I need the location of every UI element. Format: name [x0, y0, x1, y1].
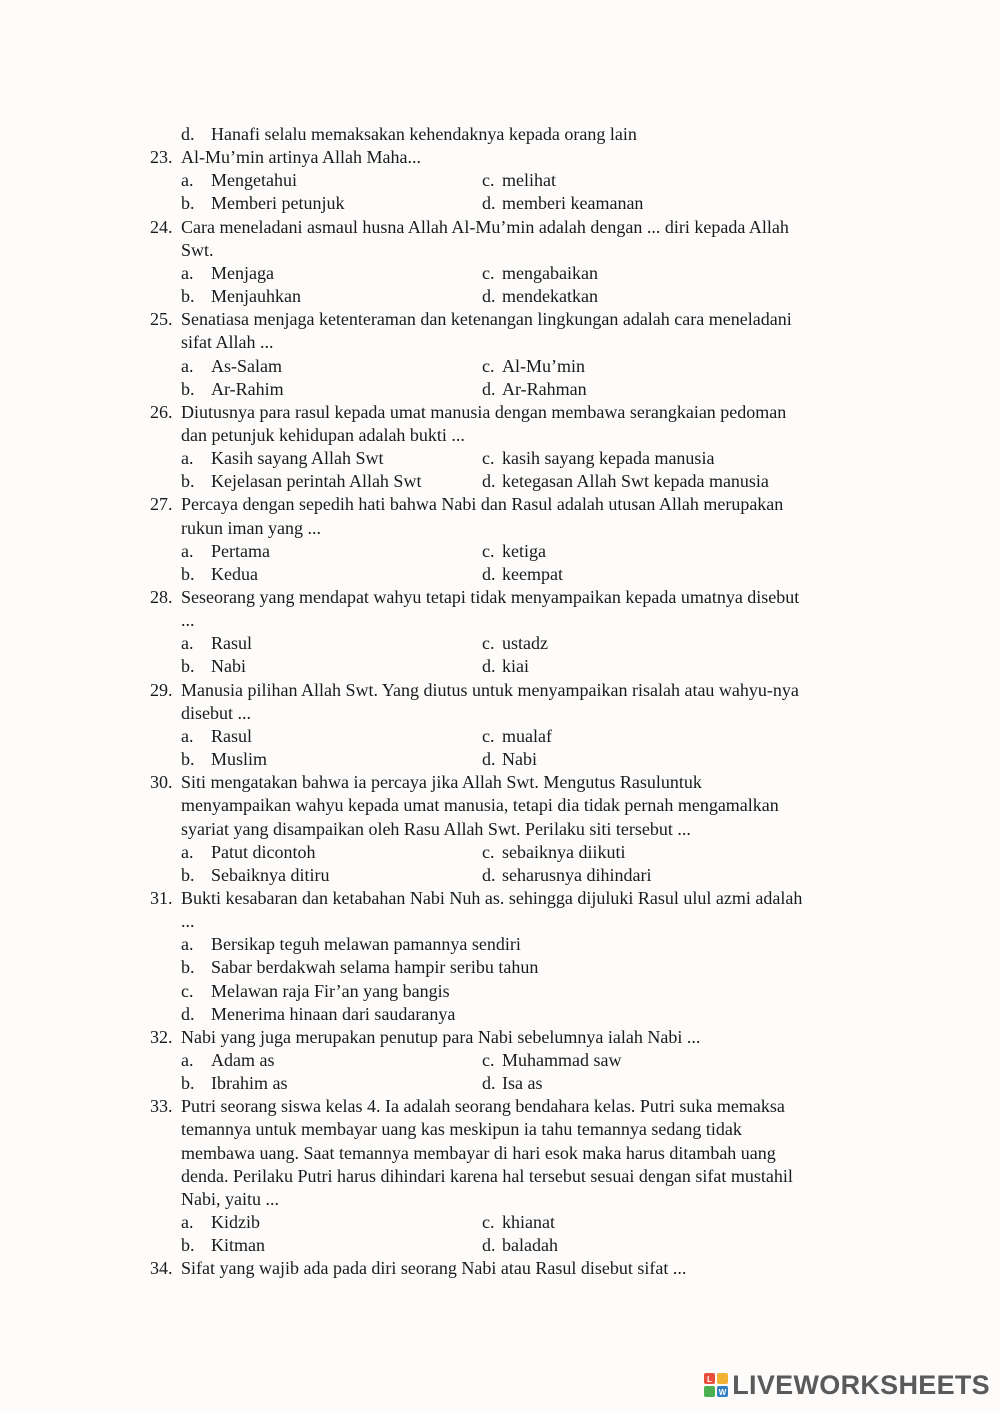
option-text: Hanafi selalu memaksakan kehendaknya kepada orang lain [211, 124, 637, 144]
option-text: Muhammad saw [502, 1050, 622, 1070]
option-text: ketiga [502, 540, 546, 561]
question-number: 29. [150, 679, 173, 700]
option-text: mendekatkan [502, 286, 598, 307]
option-text: Menjaga [211, 262, 274, 283]
question-number: 33. [150, 1096, 173, 1117]
option-text: melihat [502, 170, 556, 191]
option-letter: b. [181, 471, 195, 492]
question-number: 28. [150, 587, 173, 607]
question-number: 26. [150, 401, 173, 422]
question-text: Al-Mu’min artinya Allah Maha... [181, 147, 421, 168]
option-letter: d. [482, 471, 496, 492]
option-text: Patut dicontoh [211, 841, 316, 862]
svg-text:W: W [718, 1388, 727, 1397]
option-letter: c. [482, 262, 495, 283]
question-text: syariat yang disampaikan oleh Rasu Allah Swt. Perilaku siti tersebut ... [181, 818, 691, 839]
option-text: Sabar berdakwah selama hampir seribu tahun [211, 957, 539, 978]
question-text: denda. Perilaku Putri harus dihindari karena hal tersebut sesuai dengan sifat mustahil [181, 1165, 793, 1186]
question-text: membawa uang. Saat temannya membayar di hari esok maka harus ditambah uang [181, 1142, 776, 1163]
question-number: 31. [150, 887, 173, 908]
option-text: Ibrahim as [211, 1073, 288, 1094]
option-letter: a. [181, 1050, 194, 1070]
question-text: Bukti kesabaran dan ketabahan Nabi Nuh as. sehingga dijuluki Rasul ulul azmi adalah [181, 887, 803, 908]
option-text: Kitman [211, 1235, 265, 1256]
option-letter: b. [181, 193, 195, 214]
option-letter: d. [482, 656, 496, 677]
question-number: 27. [150, 494, 173, 515]
option-text: Ar-Rahman [502, 378, 587, 399]
option-text: Bersikap teguh melawan pamannya sendiri [211, 934, 521, 955]
option-text: mengabaikan [502, 262, 598, 283]
option-text: Adam as [211, 1050, 275, 1070]
option-text: ustadz [502, 633, 548, 654]
option-letter: a. [181, 448, 194, 469]
option-text: kasih sayang kepada manusia [502, 448, 715, 469]
option-text: Kedua [211, 563, 258, 584]
question-text: Manusia pilihan Allah Swt. Yang diutus untuk menyampaikan risalah atau wahyu-nya [181, 679, 799, 700]
question-text: ... [181, 610, 195, 631]
option-text: seharusnya dihindari [502, 864, 652, 885]
option-letter: a. [181, 262, 194, 283]
option-letter: d. [482, 563, 496, 584]
question-number: 30. [150, 772, 173, 793]
option-letter: d. [482, 1073, 496, 1094]
question-text: menyampaikan wahyu kepada umat manusia, tetapi dia tidak pernah mengamalkan [181, 795, 779, 816]
question-text: Sifat yang wajib ada pada diri seorang Nabi atau Rasul disebut sifat ... [181, 1258, 687, 1279]
option-letter: c. [482, 355, 495, 376]
option-letter: a. [181, 1212, 194, 1233]
option-text: khianat [502, 1212, 555, 1233]
option-letter: a. [181, 725, 194, 746]
option-text: Nabi [502, 749, 537, 770]
question-number: 32. [150, 1026, 173, 1047]
option-text: sebaiknya diikuti [502, 841, 626, 862]
option-letter: c. [482, 633, 495, 654]
option-text: mualaf [502, 725, 552, 746]
question-text: Cara meneladani asmaul husna Allah Al-Mu’min adalah dengan ... diri kepada Allah [181, 216, 789, 237]
option-text: Memberi petunjuk [211, 193, 345, 214]
option-text: Pertama [211, 540, 270, 561]
option-letter: b. [181, 1073, 195, 1094]
option-letter: d. [482, 749, 496, 770]
svg-text:L: L [707, 1375, 713, 1384]
option-text: Ar-Rahim [211, 378, 284, 399]
option-letter: c. [482, 1212, 495, 1233]
option-text: Menerima hinaan dari saudaranya [211, 1003, 456, 1024]
question-text: Percaya dengan sepedih hati bahwa Nabi dan Rasul adalah utusan Allah merupakan [181, 494, 784, 515]
option-letter: c. [482, 841, 495, 862]
option-text: Sebaiknya ditiru [211, 864, 330, 885]
question-text: Nabi, yaitu ... [181, 1188, 279, 1209]
option-letter: b. [181, 864, 195, 885]
question-number: 24. [150, 216, 173, 237]
option-letter: b. [181, 286, 195, 307]
question-text: rukun iman yang ... [181, 517, 321, 538]
option-letter: a. [181, 355, 194, 376]
option-letter: c. [181, 980, 194, 1001]
liveworksheets-logo[interactable] [704, 1365, 990, 1405]
option-text: Al-Mu’min [502, 355, 585, 376]
logo-text: LIVEWORKSHEETS [732, 1369, 990, 1400]
question-number: 34. [150, 1258, 173, 1279]
question-text: dan petunjuk kehidupan adalah bukti ... [181, 424, 465, 445]
option-letter: c. [482, 725, 495, 746]
option-letter: d. [181, 124, 195, 144]
question-text: Siti mengatakan bahwa ia percaya jika Allah Swt. Mengutus Rasuluntuk [181, 772, 702, 793]
option-letter: b. [181, 656, 195, 677]
option-letter: a. [181, 841, 194, 862]
option-letter: c. [482, 170, 495, 191]
question-text: sifat Allah ... [181, 332, 274, 353]
question-number: 25. [150, 309, 173, 330]
option-letter: d. [482, 286, 496, 307]
option-text: Mengetahui [211, 170, 297, 191]
option-letter: a. [181, 934, 194, 955]
option-letter: b. [181, 1235, 195, 1256]
option-letter: c. [482, 448, 495, 469]
option-letter: d. [482, 378, 496, 399]
question-text: temannya untuk membayar uang kas meskipun ia tahu temannya sedang tidak [181, 1119, 742, 1140]
option-text: Kidzib [211, 1212, 260, 1233]
option-letter: d. [482, 864, 496, 885]
option-text: Rasul [211, 633, 253, 654]
question-text: Senatiasa menjaga ketenteraman dan ketenangan lingkungan adalah cara meneladani [181, 309, 792, 330]
option-letter: b. [181, 378, 195, 399]
question-text: Putri seorang siswa kelas 4. Ia adalah seorang bendahara kelas. Putri suka memaksa [181, 1096, 785, 1117]
question-text: disebut ... [181, 702, 251, 723]
question-text: Diutusnya para rasul kepada umat manusia dengan membawa serangkaian pedoman [181, 401, 787, 422]
option-text: Nabi [211, 656, 246, 677]
option-text: ketegasan Allah Swt kepada manusia [502, 471, 769, 492]
option-text: Muslim [211, 749, 268, 770]
option-letter: b. [181, 563, 195, 584]
option-letter: b. [181, 957, 195, 978]
option-letter: a. [181, 170, 194, 191]
question-text: Swt. [181, 239, 214, 260]
option-text: Isa as [502, 1073, 543, 1094]
option-text: Menjauhkan [211, 286, 301, 307]
option-text: Kejelasan perintah Allah Swt [211, 471, 422, 492]
question-text: Seseorang yang mendapat wahyu tetapi tidak menyampaikan kepada umatnya disebut [181, 587, 800, 607]
option-letter: c. [482, 1050, 495, 1070]
liveworksheets-logo-icon [704, 1373, 728, 1397]
option-text: memberi keamanan [502, 193, 644, 214]
option-letter: a. [181, 633, 194, 654]
option-text: kiai [502, 656, 529, 677]
option-text: keempat [502, 563, 563, 584]
option-letter: d. [482, 1235, 496, 1256]
question-text: ... [181, 911, 195, 932]
option-letter: d. [482, 193, 496, 214]
option-text: baladah [502, 1235, 558, 1256]
option-letter: b. [181, 749, 195, 770]
option-text: Kasih sayang Allah Swt [211, 448, 384, 469]
option-text: Melawan raja Fir’an yang bangis [211, 980, 450, 1001]
option-text: As-Salam [211, 355, 282, 376]
option-letter: a. [181, 540, 194, 561]
option-letter: c. [482, 540, 495, 561]
option-text: Rasul [211, 725, 253, 746]
question-number: 23. [150, 147, 173, 168]
option-letter: d. [181, 1003, 195, 1024]
question-text: Nabi yang juga merupakan penutup para Nabi sebelumnya ialah Nabi ... [181, 1026, 701, 1047]
